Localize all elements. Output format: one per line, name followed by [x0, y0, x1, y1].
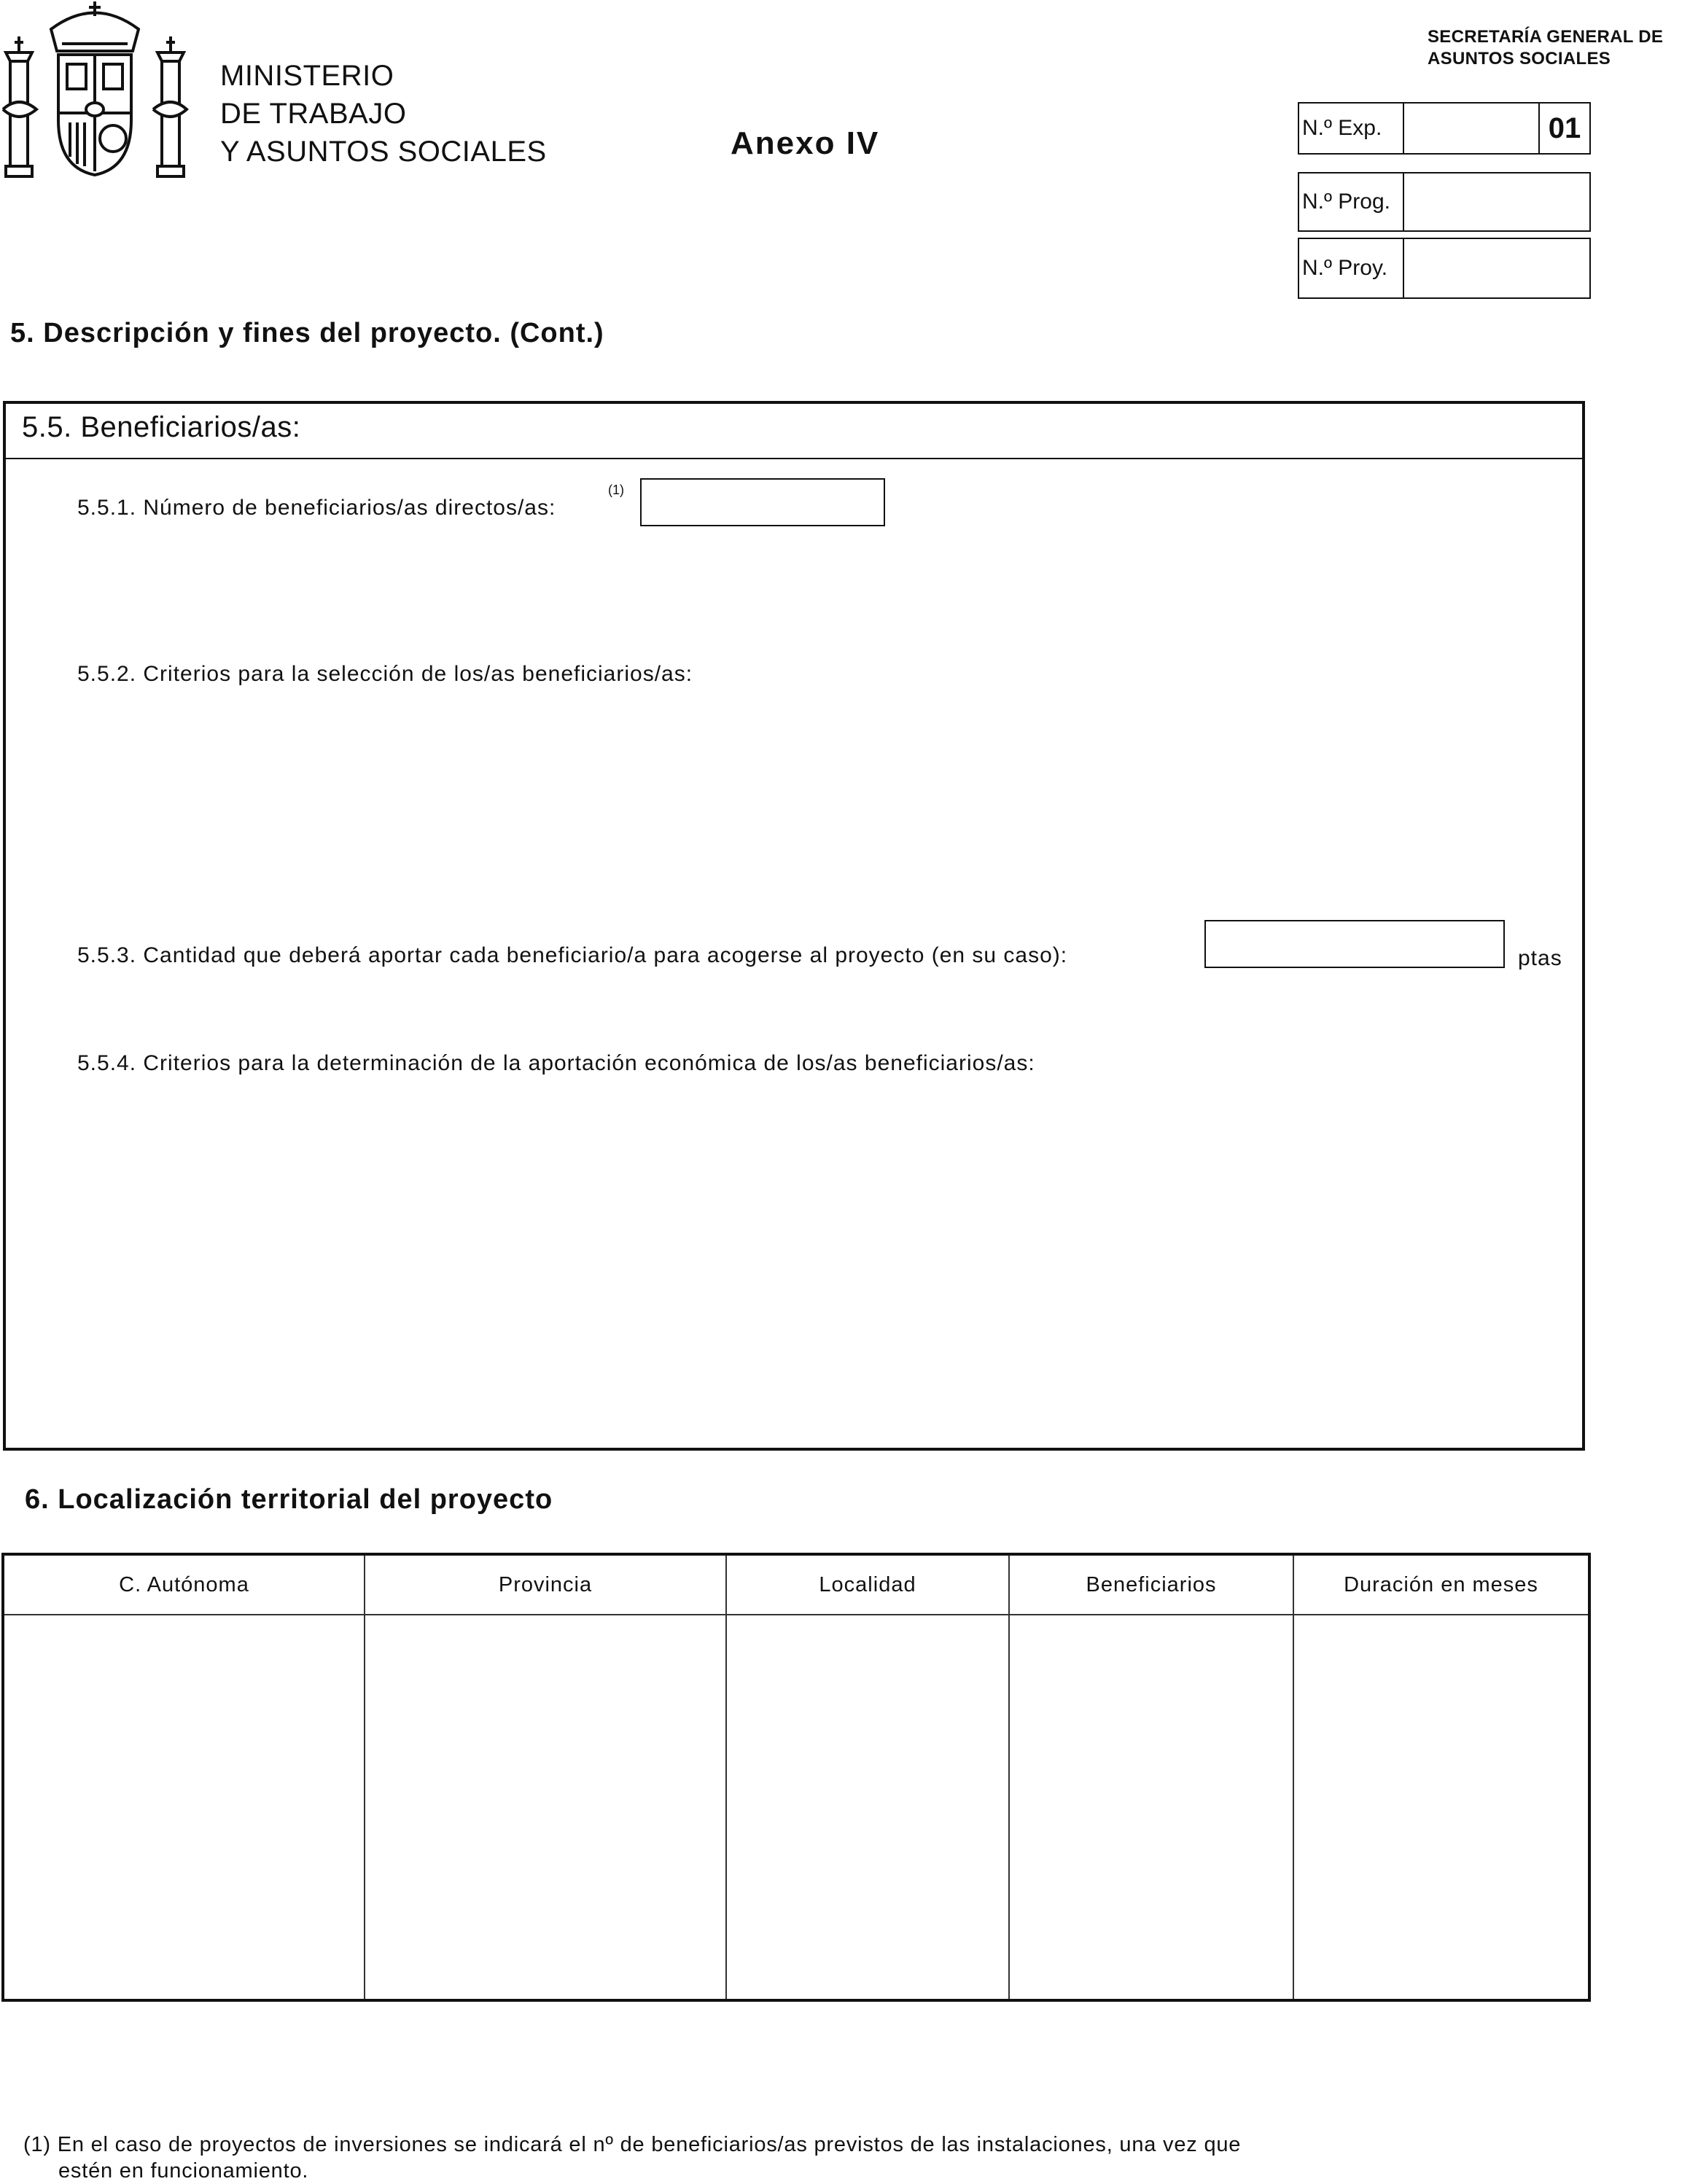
territorial-location-table [1, 1553, 1591, 2002]
ministry-line-3: Y ASUNTOS SOCIALES [220, 136, 547, 168]
ministry-line-2: DE TRABAJO [220, 98, 407, 130]
item-5-5-3-label: 5.5.3. Cantidad que deberá aportar cada beneficiario/a para acogerse al proyecto (en su caso): [77, 943, 1068, 967]
cell-duration-months[interactable] [1293, 1615, 1589, 2000]
ministry-line-1: MINISTERIO [220, 60, 394, 92]
proj-number-label: N.º Proy. [1299, 239, 1404, 297]
col-header-autonomous-community: C. Autónoma [3, 1554, 365, 1615]
secretariat-name [1428, 26, 1663, 70]
coat-of-arms-logo [0, 0, 190, 182]
cell-autonomous-community[interactable] [3, 1615, 365, 2000]
cell-locality[interactable] [726, 1615, 1009, 2000]
crest-icon [0, 0, 190, 182]
table-header-row [3, 1554, 1589, 1615]
footnote-line-2: estén en funcionamiento. [58, 2159, 309, 2183]
col-header-beneficiaries: Beneficiarios [1009, 1554, 1293, 1615]
section-5-heading: 5. Descripción y fines del proyecto. (Cont.) [10, 318, 604, 348]
beneficiaries-header [6, 404, 1582, 459]
footnote-ref-1: (1) [608, 483, 624, 497]
prog-number-field[interactable] [1404, 173, 1589, 230]
direct-beneficiaries-field[interactable] [640, 478, 885, 526]
footnote-line-1: (1) En el caso de proyectos de inversiones se indicará el nº de beneficiarios/as previstos de las instalaciones, una vez que [23, 2133, 1242, 2156]
selection-criteria-area[interactable] [77, 695, 1565, 914]
beneficiaries-section [3, 401, 1585, 1451]
proj-number-field[interactable] [1404, 239, 1589, 297]
secretariat-line-1: SECRETARÍA GENERAL DE [1428, 27, 1664, 47]
item-5-5-4-label: 5.5.4. Criterios para la determinación de la aportación económica de los/as beneficiarios/as: [77, 1051, 1035, 1075]
col-header-duration-months: Duración en meses [1293, 1554, 1589, 1615]
footnote [23, 2132, 1481, 2184]
exp-number-label: N.º Exp. [1299, 104, 1404, 153]
item-5-5-1-label: 5.5.1. Número de beneficiarios/as directos/as: [77, 496, 556, 520]
secretariat-line-2: ASUNTOS SOCIALES [1428, 49, 1611, 69]
exp-number-field[interactable] [1404, 104, 1538, 153]
ministry-name [220, 57, 547, 171]
col-header-province: Provincia [365, 1554, 726, 1615]
cell-beneficiaries[interactable] [1009, 1615, 1293, 2000]
beneficiaries-title: 5.5. Beneficiarios/as: [22, 411, 301, 443]
beneficiary-contribution-field[interactable] [1204, 920, 1505, 968]
prog-number-box [1298, 172, 1591, 232]
exp-code: 01 [1538, 104, 1589, 153]
col-header-locality: Localidad [726, 1554, 1009, 1615]
item-5-5-2-label: 5.5.2. Criterios para la selección de los/as beneficiarios/as: [77, 662, 693, 686]
annex-title: Anexo IV [731, 125, 880, 161]
currency-unit-label: ptas [1518, 946, 1562, 970]
prog-number-label: N.º Prog. [1299, 173, 1404, 230]
exp-number-box [1298, 102, 1591, 155]
proj-number-box [1298, 238, 1591, 299]
table-row [3, 1615, 1589, 2000]
contribution-criteria-area[interactable] [77, 1085, 1565, 1427]
cell-province[interactable] [365, 1615, 726, 2000]
section-6-heading: 6. Localización territorial del proyecto [25, 1484, 553, 1515]
